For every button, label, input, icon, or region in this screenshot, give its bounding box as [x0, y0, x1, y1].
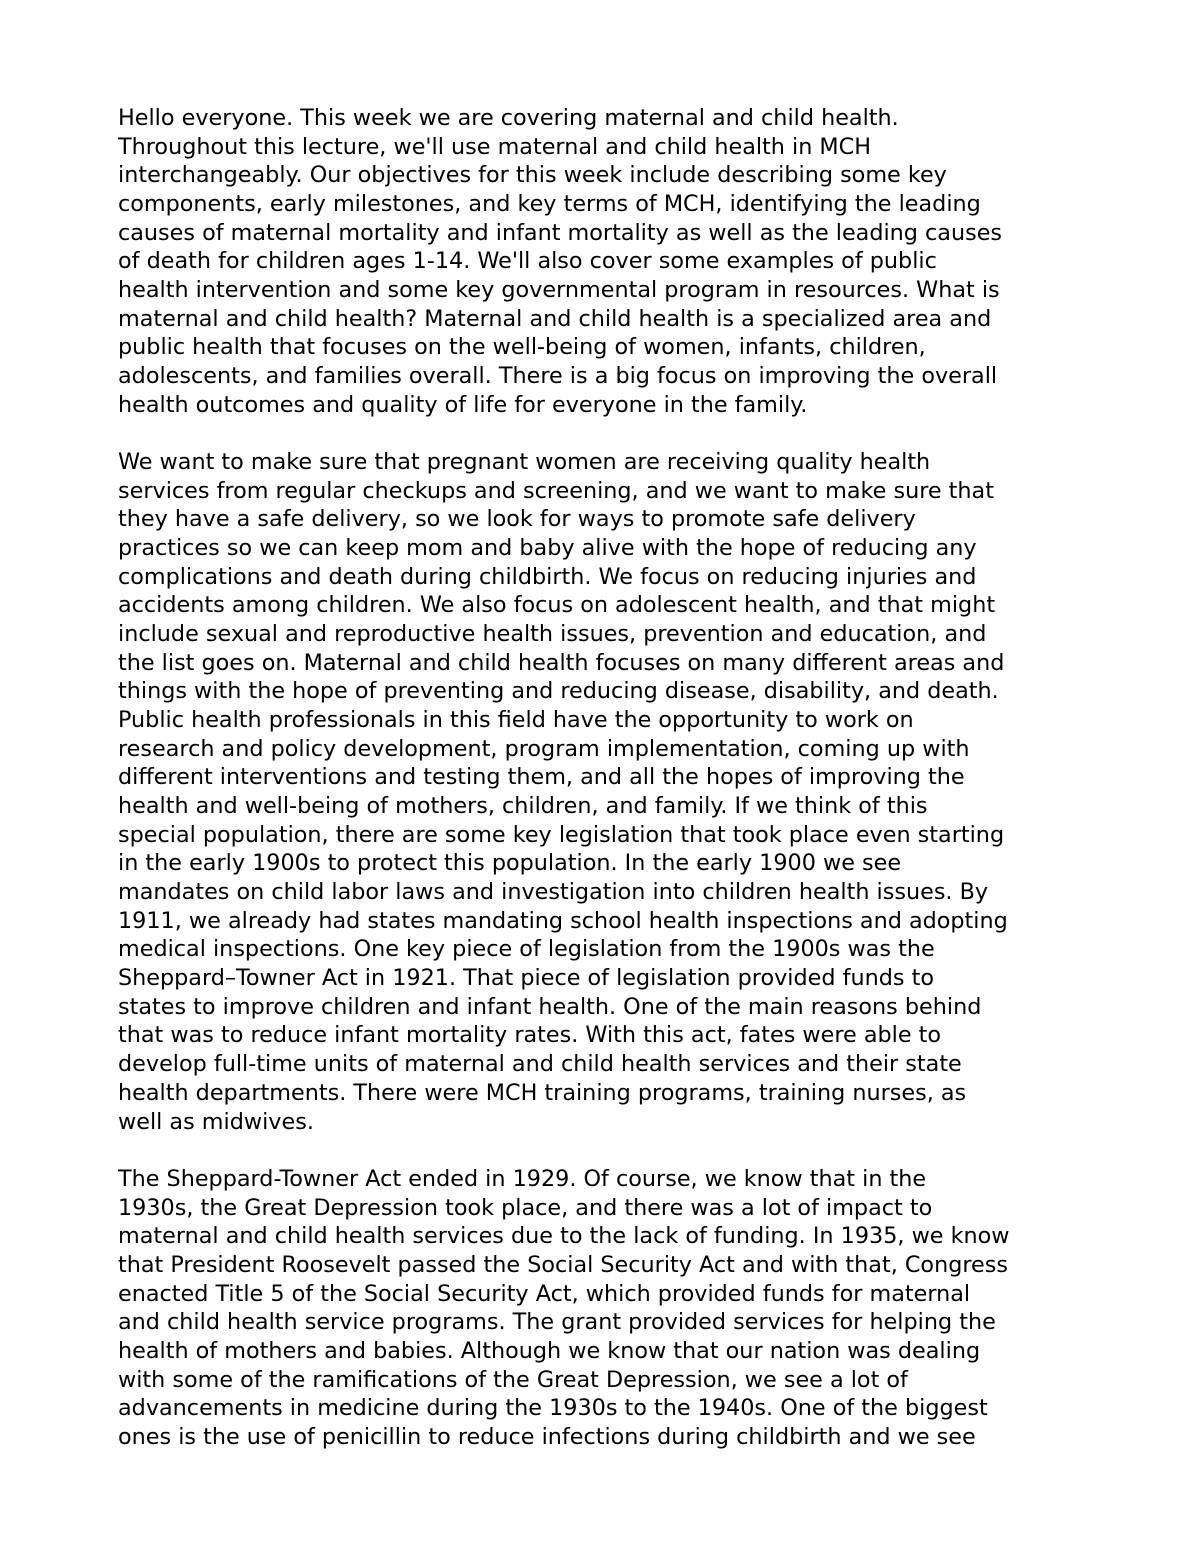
text-line: health departments. There were MCH training programs, training nurses, as	[118, 1079, 967, 1106]
text-line: public health that focuses on the well-being of women, infants, children,	[118, 334, 926, 361]
text-line: accidents among children. We also focus on adolescent health, and that might	[118, 592, 996, 619]
text-line: 1930s, the Great Depression took place, and there was a lot of impact to	[118, 1194, 933, 1221]
text-line: maternal and child health? Maternal and child health is a specialized area and	[118, 305, 992, 332]
text-line: The Sheppard-Towner Act ended in 1929. Of course, we know that in the	[118, 1165, 927, 1192]
text-line: services from regular checkups and screening, and we want to make sure that	[118, 477, 994, 504]
text-line: Public health professionals in this field have the opportunity to work on	[118, 707, 914, 734]
document-body	[118, 104, 1093, 1452]
text-line: that President Roosevelt passed the Social Security Act and with that, Congress	[118, 1251, 1008, 1278]
text-line: medical inspections. One key piece of legislation from the 1900s was the	[118, 936, 935, 963]
text-line: Throughout this lecture, we'll use maternal and child health in MCH	[118, 133, 871, 160]
text-line: different interventions and testing them, and all the hopes of improving the	[118, 764, 965, 791]
text-line: ones is the use of penicillin to reduce infections during childbirth and we see	[118, 1423, 976, 1450]
text-line: enacted Title 5 of the Social Security Act, which provided funds for maternal	[118, 1280, 971, 1307]
text-line: maternal and child health services due to the lack of funding. In 1935, we know	[118, 1223, 1010, 1250]
text-line: We want to make sure that pregnant women are receiving quality health	[118, 449, 931, 476]
text-line: advancements in medicine during the 1930s to the 1940s. One of the biggest	[118, 1395, 988, 1422]
text-line: adolescents, and families overall. There is a big focus on improving the overall	[118, 363, 998, 390]
text-line: include sexual and reproductive health issues, prevention and education, and	[118, 621, 987, 648]
text-line: well as midwives.	[118, 1108, 314, 1135]
text-line: of death for children ages 1-14. We'll also cover some examples of public	[118, 248, 937, 275]
text-line: in the early 1900s to protect this population. In the early 1900 we see	[118, 850, 902, 877]
text-line: mandates on child labor laws and investigation into children health issues. By	[118, 879, 989, 906]
text-line: interchangeably. Our objectives for this week include describing some key	[118, 162, 947, 189]
text-line: with some of the ramifications of the Great Depression, we see a lot of	[118, 1366, 908, 1393]
text-line: and child health service programs. The grant provided services for helping the	[118, 1309, 996, 1336]
text-line: things with the hope of preventing and reducing disease, disability, and death.	[118, 678, 999, 705]
text-line: components, early milestones, and key terms of MCH, identifying the leading	[118, 191, 981, 218]
text-line: practices so we can keep mom and baby alive with the hope of reducing any	[118, 535, 977, 562]
text-line: Sheppard–Towner Act in 1921. That piece of legislation provided funds to	[118, 965, 934, 992]
text-line: special population, there are some key legislation that took place even starting	[118, 821, 1005, 848]
text-line: health outcomes and quality of life for everyone in the family.	[118, 391, 808, 418]
text-line: the list goes on. Maternal and child health focuses on many different areas and	[118, 649, 1005, 676]
text-line: health and well-being of mothers, children, and family. If we think of this	[118, 793, 928, 820]
text-line: research and policy development, program implementation, coming up with	[118, 735, 970, 762]
text-line: causes of maternal mortality and infant mortality as well as the leading causes	[118, 219, 1003, 246]
text-line: complications and death during childbirth. We focus on reducing injuries and	[118, 563, 977, 590]
paragraph	[118, 1165, 1093, 1452]
paragraph	[118, 448, 1093, 1136]
text-line: health intervention and some key governmental program in resources. What is	[118, 277, 1000, 304]
text-line: they have a safe delivery, so we look for ways to promote safe delivery	[118, 506, 916, 533]
text-line: Hello everyone. This week we are covering maternal and child health.	[118, 105, 899, 131]
text-line: that was to reduce infant mortality rates. With this act, fates were able to	[118, 1022, 942, 1049]
paragraph	[118, 104, 1093, 419]
text-line: 1911, we already had states mandating school health inspections and adopting	[118, 907, 1008, 934]
text-line: states to improve children and infant health. One of the main reasons behind	[118, 993, 982, 1020]
text-line: health of mothers and babies. Although we know that our nation was dealing	[118, 1337, 981, 1364]
text-line: develop full-time units of maternal and child health services and their state	[118, 1051, 962, 1078]
